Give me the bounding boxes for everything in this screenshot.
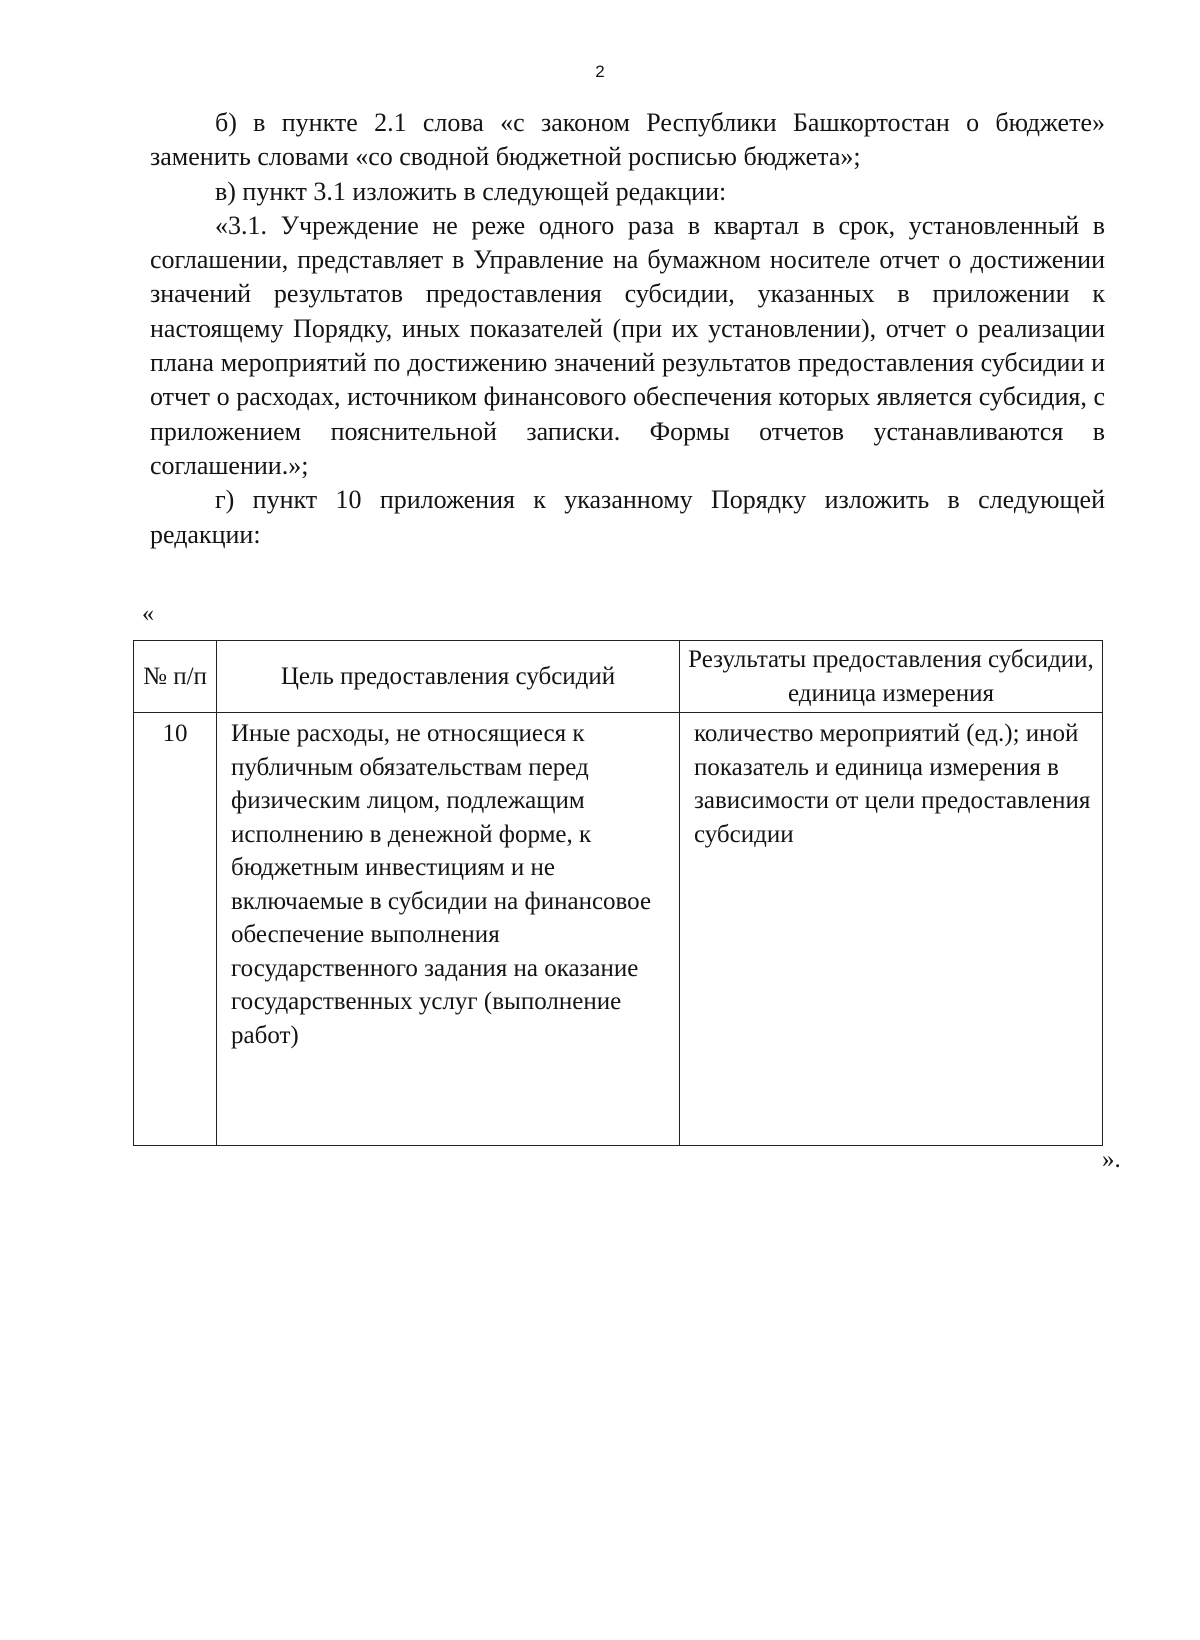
row-number: 10 <box>134 713 217 1146</box>
paragraph-b: б) в пункте 2.1 слова «с законом Республики Башкортостан о бюджете» заменить словами «со сводной бюджетной росписью бюджета»; <box>150 108 1105 172</box>
table-header-row <box>134 641 1103 713</box>
header-goal: Цель предоставления субсидий <box>217 641 680 713</box>
row-goal: Иные расходы, не относящиеся к публичным обязательствам перед физическим лицом, подлежащим исполнению в денежной форме, к бюджетным инвестициям и не включаемые в субсидии на финансовое обеспечение выполнения государственного задания на оказание государственных услуг (выполнение работ) <box>217 713 680 1146</box>
header-result: Результаты предоставления субсидии, единица измерения <box>680 641 1103 713</box>
subsidy-table <box>133 640 1103 1146</box>
opening-quote: « <box>142 601 154 627</box>
closing-quote: ». <box>1102 1146 1121 1173</box>
table-row <box>134 713 1103 1146</box>
paragraph-g: г) пункт 10 приложения к указанному Порядку изложить в следующей редакции: <box>150 485 1105 549</box>
document-body <box>150 106 1105 552</box>
page-number: 2 <box>595 62 605 81</box>
header-number: № п/п <box>134 641 217 713</box>
row-result: количество мероприятий (ед.); иной показатель и единица измерения в зависимости от цели предоставления субсидии <box>680 713 1103 1146</box>
paragraph-v: в) пункт 3.1 изложить в следующей редакции: <box>215 176 727 206</box>
paragraph-3-1: «3.1. Учреждение не реже одного раза в квартал в срок, установленный в соглашении, представляет в Управление на бумажном носителе отчет о достижении значений результатов предоставления субсидии, указанных в приложении к настоящему Порядку, иных показателей (при их установлении), отчет о реализации плана мероприятий по достижению значений результатов предоставления субсидии и отчет о расходах, источником финансового обеспечения которых является субсидия, с приложением пояснительной записки. Формы отчетов устанавливаются в соглашении.»; <box>150 210 1105 480</box>
